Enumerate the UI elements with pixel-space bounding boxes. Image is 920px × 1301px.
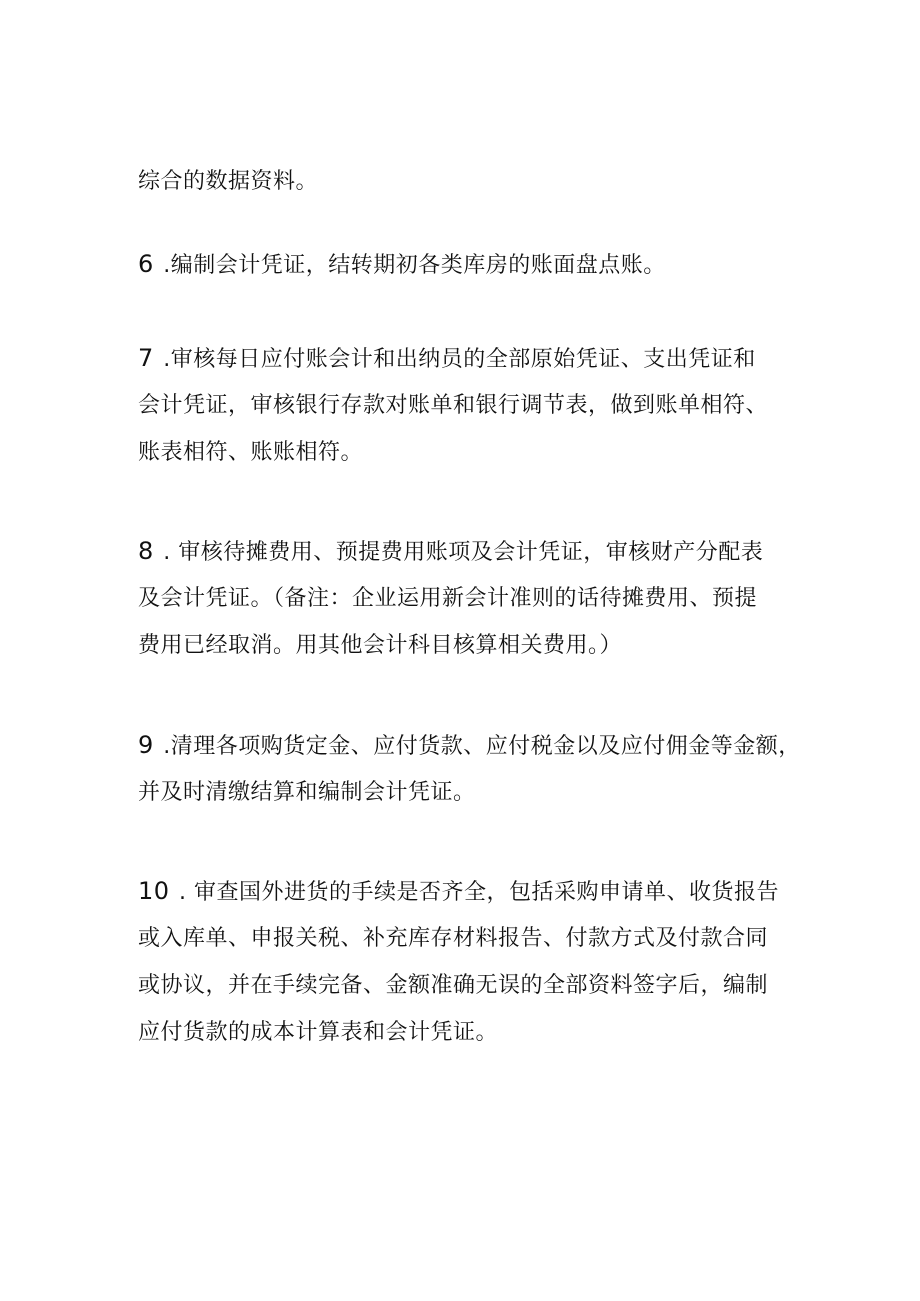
paragraph-text: .编制会计凭证，结转期初各类库房的账面盘点账。 — [163, 253, 666, 278]
paragraph-line: 应付货款的成本计算表和会计凭证。 — [138, 1020, 499, 1045]
paragraph-text: . 审查国外进货的手续是否齐全，包括采购申请单、收货报告 — [179, 880, 780, 905]
paragraph-line: 及会计凭证。（备注：企业运用新会计准则的话待摊费用、预提 — [138, 586, 758, 611]
paragraph-item-9 — [138, 722, 801, 816]
paragraph-text: .清理各项购货定金、应付货款、应付税金以及应付佣金等金额， — [163, 734, 801, 759]
item-number: 8 — [138, 537, 154, 565]
paragraph-line: 费用已经取消。用其他会计科目核算相关费用。） — [138, 633, 623, 658]
paragraph-continuation — [138, 158, 798, 205]
paragraph-line: 账表相符、账账相符。 — [138, 440, 364, 465]
item-number: 9 — [138, 731, 154, 759]
paragraph-item-7 — [138, 335, 798, 476]
paragraph-item-6 — [138, 241, 798, 288]
paragraph-line — [138, 722, 801, 769]
paragraph-text: . 审核待摊费用、预提费用账项及会计凭证，审核财产分配表 — [163, 540, 764, 565]
paragraph-line — [138, 241, 798, 288]
item-number: 7 — [138, 344, 154, 372]
paragraph-text: .审核每日应付账会计和出纳员的全部原始凭证、支出凭证和 — [163, 347, 756, 372]
paragraph-line — [138, 528, 798, 575]
paragraph-line: 会计凭证，审核银行存款对账单和银行调节表，做到账单相符、 — [138, 393, 769, 418]
paragraph-line: 并及时清缴结算和编制会计凭证。 — [138, 780, 476, 805]
paragraph-line: 或协议，并在手续完备、金额准确无误的全部资料签字后，编制 — [138, 973, 769, 998]
item-number: 6 — [138, 250, 154, 278]
paragraph-line: 综合的数据资料。 — [138, 169, 319, 194]
paragraph-line — [138, 868, 798, 915]
paragraph-item-8 — [138, 528, 798, 669]
paragraph-item-10 — [138, 868, 798, 1056]
paragraph-line: 或入库单、申报关税、补充库存材料报告、付款方式及付款合同 — [138, 926, 769, 951]
item-number: 10 — [138, 877, 170, 905]
paragraph-line — [138, 335, 798, 382]
